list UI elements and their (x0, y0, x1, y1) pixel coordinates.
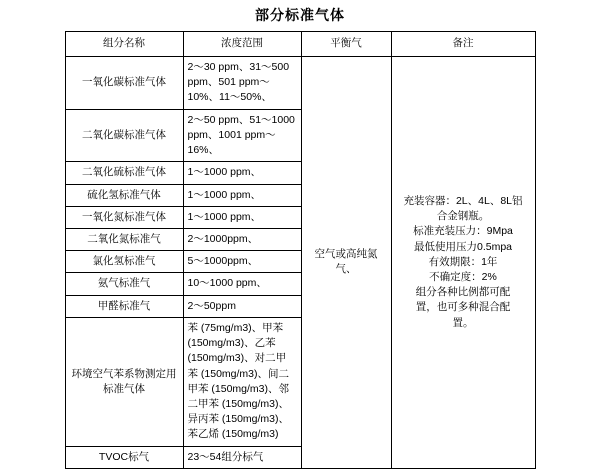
balance-gas: 空气或高纯氮气、 (301, 57, 391, 469)
table-row (65, 57, 535, 110)
gas-name: 硫化氢标准气体 (65, 184, 183, 206)
remark-line: 充装容器：2L、4L、8L铝 (403, 194, 523, 207)
column-header-remark: 备注 (391, 32, 535, 57)
remark-line: 不确定度：2% (429, 271, 497, 284)
gas-concentration: 5～1000ppm、 (183, 251, 301, 273)
gas-name: TVOC标气 (65, 446, 183, 468)
gas-concentration: 2～1000ppm、 (183, 228, 301, 250)
gas-name: 二氧化硫标准气体 (65, 162, 183, 184)
gas-name: 一氧化氮标准气体 (65, 206, 183, 228)
page-title: 部分标准气体 (255, 7, 345, 23)
gas-concentration: 2～50ppm (183, 295, 301, 317)
gas-name: 氨气标准气 (65, 273, 183, 295)
standard-gas-table (65, 31, 536, 469)
gas-name: 环境空气苯系物测定用标准气体 (65, 317, 183, 446)
gas-concentration: 2～30 ppm、31～500 ppm、501 ppm～10%、11～50%、 (183, 57, 301, 110)
column-header-concentration: 浓度范围 (183, 32, 301, 57)
gas-concentration: 1～1000 ppm、 (183, 184, 301, 206)
remark-line: 合金钢瓶。 (436, 210, 490, 223)
gas-name: 二氧化碳标准气体 (65, 109, 183, 162)
column-header-name: 组分名称 (65, 32, 183, 57)
remark-line: 组分各种比例都可配 (415, 286, 511, 299)
gas-name: 氯化氢标准气 (65, 251, 183, 273)
gas-concentration: 2～50 ppm、51～1000 ppm、1001 ppm～16%、 (183, 109, 301, 162)
remark-line: 最低使用压力0.5mpa (413, 240, 513, 253)
gas-concentration: 苯 (75mg/m3)、甲苯 (150mg/m3)、乙苯 (150mg/m3)、对二甲苯 (150mg/m3)、间二甲苯 (150mg/m3)、邻二甲苯 (150mg/m3)、异丙苯 (150mg/m3)、苯乙烯 (150mg/m3) (183, 317, 301, 446)
remark-line: 置，也可多种混合配 (415, 301, 511, 314)
remark-line: 置。 (452, 316, 474, 329)
table-header-row (65, 32, 535, 57)
column-header-balance: 平衡气 (301, 32, 391, 57)
remark-cell (391, 57, 535, 469)
gas-concentration: 10～1000 ppm、 (183, 273, 301, 295)
gas-concentration: 23～54组分标气 (183, 446, 301, 468)
gas-concentration: 1～1000 ppm、 (183, 162, 301, 184)
remark-line: 标准充装压力：9Mpa (413, 225, 513, 238)
gas-name: 甲醛标准气 (65, 295, 183, 317)
remark-line: 有效期限：1年 (428, 255, 498, 268)
gas-name: 二氧化氮标准气 (65, 228, 183, 250)
gas-concentration: 1～1000 ppm、 (183, 206, 301, 228)
gas-name: 一氧化碳标准气体 (65, 57, 183, 110)
